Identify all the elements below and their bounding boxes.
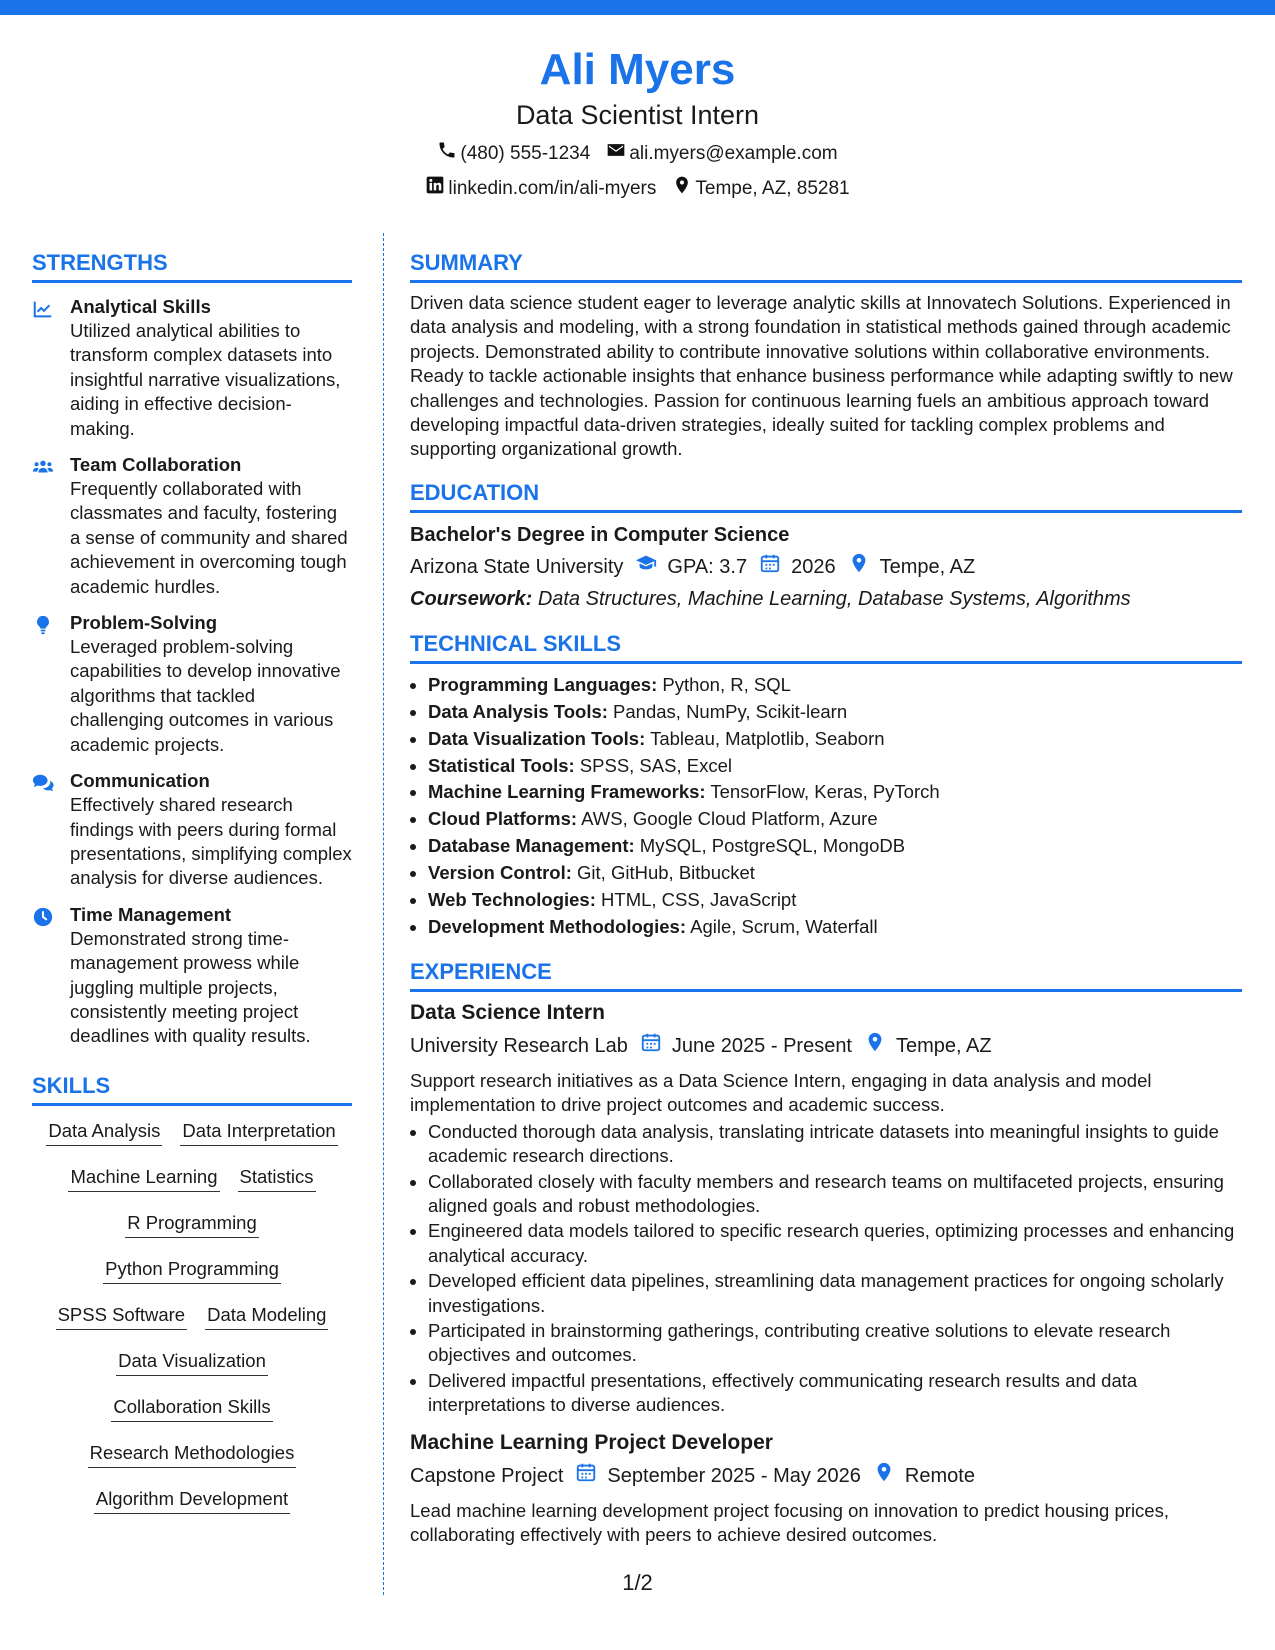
phone-icon bbox=[437, 140, 457, 167]
skill-values: TensorFlow, Keras, PyTorch bbox=[710, 781, 940, 803]
job-title: Data Science Intern bbox=[410, 1000, 605, 1024]
skill-values: MySQL, PostgreSQL, MongoDB bbox=[639, 835, 906, 857]
strength-item bbox=[32, 453, 352, 599]
location-text: Tempe, AZ, 85281 bbox=[695, 177, 850, 199]
skill-category: Development Methodologies: bbox=[428, 916, 686, 937]
skill-category: Cloud Platforms: bbox=[428, 808, 578, 830]
skill-values: Git, GitHub, Bitbucket bbox=[577, 862, 755, 884]
skill-values: Pandas, NumPy, Scikit-learn bbox=[613, 700, 848, 722]
map-pin-icon bbox=[864, 1031, 886, 1061]
job-title: Machine Learning Project Developer bbox=[410, 1430, 773, 1454]
linkedin-text: linkedin.com/in/ali-myers bbox=[448, 177, 657, 199]
skills-heading: SKILLS bbox=[32, 1071, 352, 1106]
calendar-icon bbox=[640, 1031, 662, 1061]
contact-linkedin[interactable] bbox=[425, 175, 656, 202]
skill-values: Tableau, Matplotlib, Seaborn bbox=[650, 727, 885, 749]
list-item: • Developed efficient data pipelines, streamlining data management practices for ongoing scholarly investigations. bbox=[428, 1269, 1242, 1318]
strength-item bbox=[32, 903, 352, 1049]
list-item: • Delivered impactful presentations, effectively communicating research results and data interpretations to diverse audiences. bbox=[428, 1369, 1242, 1418]
job-meta bbox=[410, 1031, 1242, 1061]
skill-category: Statistical Tools: bbox=[428, 754, 575, 776]
skill-chip: Data Modeling bbox=[205, 1302, 328, 1330]
strength-description: Leveraged problem-solving capabilities to develop innovative algorithms that tackled challenging outcomes in various academic projects. bbox=[70, 636, 341, 755]
email-text: ali.myers@example.com bbox=[629, 142, 838, 164]
map-pin-icon bbox=[848, 552, 870, 582]
dates-text: September 2025 - May 2026 bbox=[607, 1464, 861, 1487]
candidate-name: Ali Myers bbox=[539, 45, 736, 94]
list-item: • Collaborated closely with faculty members and research teams on multifaceted projects, ensuring aligned goals and robust methodologies. bbox=[428, 1170, 1242, 1219]
calendar-icon bbox=[759, 552, 781, 582]
organization: Capstone Project bbox=[410, 1464, 564, 1487]
school-name: Arizona State University bbox=[410, 555, 624, 578]
strength-description: Effectively shared research findings with peers during formal presentations, simplifying complex analysis for diverse audiences. bbox=[70, 794, 352, 889]
skill-category: Data Visualization Tools: bbox=[428, 727, 646, 749]
education-location bbox=[848, 552, 976, 582]
strength-description: Demonstrated strong time-management prowess while juggling multiple projects, consistently meeting project deadlines with quality results. bbox=[70, 927, 311, 1047]
skill-category: Programming Languages: bbox=[428, 673, 658, 695]
comments-icon bbox=[32, 769, 70, 891]
skill-category: Web Technologies: bbox=[428, 889, 596, 911]
column-divider bbox=[383, 233, 384, 1595]
job-meta bbox=[410, 1461, 1242, 1491]
list-item bbox=[428, 833, 1242, 860]
summary-text: Driven data science student eager to leverage analytic skills at Innovatech Solutions. Experienced in data analysis and modeling, with a strong foundation in statistical methods gained through academic projects. Demonstrated ability to contribute innovative solutions within collaborative environments. Ready to tackle actionable insights that enhance business performance while adapting swiftly to new challenges and technologies. Passion for continuous learning fuels an ambitious approach toward developing impactful data-driven strategies, ideally suited for tackling complex problems and supporting organizational growth. bbox=[410, 292, 1233, 460]
skill-values: AWS, Google Cloud Platform, Azure bbox=[581, 808, 878, 830]
gpa bbox=[635, 552, 747, 582]
skill-chip: Python Programming bbox=[103, 1256, 281, 1284]
skill-chip: Data Visualization bbox=[116, 1348, 268, 1376]
right-column bbox=[410, 248, 1242, 1547]
list-item bbox=[428, 806, 1242, 833]
list-item: • Engineered data models tailored to specific research queries, optimizing processes and enhancing analytical accuracy. bbox=[428, 1219, 1242, 1268]
chart-line-icon bbox=[32, 295, 70, 441]
skill-chip: Algorithm Development bbox=[94, 1486, 290, 1514]
envelope-icon bbox=[606, 140, 626, 167]
contact-line-1 bbox=[0, 140, 1275, 167]
skill-chip: Statistics bbox=[238, 1164, 316, 1192]
list-item bbox=[428, 914, 1242, 941]
location-text: Remote bbox=[904, 1464, 975, 1487]
location-text: Tempe, AZ bbox=[879, 555, 976, 578]
gpa-text: GPA: 3.7 bbox=[667, 555, 748, 578]
year-text: 2026 bbox=[791, 555, 836, 578]
skill-values: HTML, CSS, JavaScript bbox=[601, 889, 797, 911]
technical-skills-list bbox=[410, 672, 1242, 941]
skill-chip: Data Analysis bbox=[46, 1118, 162, 1146]
technical-skills-section bbox=[410, 629, 1242, 941]
list-item bbox=[428, 779, 1242, 806]
skill-chip: Collaboration Skills bbox=[111, 1394, 272, 1422]
education-meta bbox=[410, 552, 1242, 582]
dates-text: June 2025 - Present bbox=[671, 1034, 852, 1057]
skill-category: Database Management: bbox=[428, 835, 635, 857]
list-item bbox=[428, 860, 1242, 887]
job-location bbox=[873, 1461, 975, 1491]
strength-title: Communication bbox=[70, 770, 210, 792]
skill-chip: Machine Learning bbox=[68, 1164, 219, 1192]
calendar-icon bbox=[575, 1461, 597, 1491]
list-item bbox=[428, 726, 1242, 753]
coursework bbox=[410, 585, 1242, 613]
job-entry bbox=[410, 998, 1242, 1418]
job-description: Support research initiatives as a Data Science Intern, engaging in data analysis and model implementation to drive project outcomes and academic success. bbox=[410, 1069, 1152, 1116]
linkedin-icon bbox=[425, 175, 445, 202]
strength-title: Analytical Skills bbox=[70, 296, 211, 317]
strength-title: Problem-Solving bbox=[70, 612, 217, 634]
strength-item bbox=[32, 611, 352, 757]
skill-values: Python, R, SQL bbox=[662, 673, 791, 695]
map-pin-icon bbox=[672, 175, 692, 202]
candidate-title: Data Scientist Intern bbox=[515, 100, 760, 130]
left-column bbox=[32, 248, 352, 1532]
education-heading: EDUCATION bbox=[410, 478, 1242, 513]
job-location bbox=[864, 1031, 992, 1061]
contact-line-2 bbox=[0, 175, 1275, 202]
job-dates bbox=[640, 1031, 852, 1061]
skill-category: Data Analysis Tools: bbox=[428, 700, 608, 722]
coursework-label: Coursework: bbox=[410, 587, 533, 610]
list-item bbox=[428, 699, 1242, 726]
users-icon bbox=[32, 453, 70, 599]
strengths-heading: STRENGTHS bbox=[32, 248, 352, 283]
list-item bbox=[428, 753, 1242, 780]
top-accent-bar bbox=[0, 0, 1275, 15]
lightbulb-icon bbox=[32, 611, 70, 757]
organization: University Research Lab bbox=[410, 1034, 628, 1057]
job-bullets bbox=[410, 1120, 1242, 1418]
experience-section bbox=[410, 957, 1242, 1548]
list-item: • Conducted thorough data analysis, translating intricate datasets into meaningful insights to guide academic research directions. bbox=[428, 1120, 1242, 1169]
contact-email[interactable] bbox=[606, 140, 837, 167]
skill-values: SPSS, SAS, Excel bbox=[579, 754, 732, 776]
phone-text: (480) 555-1234 bbox=[460, 142, 591, 164]
job-description: Lead machine learning development project focusing on innovation to predict housing prices, collaborating effectively with peers to achieve desired outcomes. bbox=[410, 1499, 1169, 1545]
skill-chip: SPSS Software bbox=[56, 1302, 188, 1330]
job-dates bbox=[575, 1461, 861, 1491]
coursework-list: Data Structures, Machine Learning, Database Systems, Algorithms bbox=[537, 587, 1131, 610]
graduation-cap-icon bbox=[635, 552, 657, 582]
page-number: 1/2 bbox=[622, 1570, 653, 1595]
skill-chip: Research Methodologies bbox=[88, 1440, 297, 1468]
degree-title: Bachelor's Degree in Computer Science bbox=[410, 523, 790, 546]
technical-skills-heading: TECHNICAL SKILLS bbox=[410, 629, 1242, 664]
strength-description: Frequently collaborated with classmates and faculty, fostering a sense of community and shared achievement in overcoming tough academic hurdles. bbox=[70, 478, 348, 597]
strength-description: Utilized analytical abilities to transform complex datasets into insightful narrative visualizations, aiding in effective decision-making. bbox=[70, 320, 341, 439]
list-item bbox=[428, 672, 1242, 699]
list-item bbox=[428, 887, 1242, 914]
skill-category: Version Control: bbox=[428, 862, 572, 884]
graduation-year bbox=[759, 552, 836, 582]
contact-location bbox=[672, 175, 849, 202]
map-pin-icon bbox=[873, 1461, 895, 1491]
education-section bbox=[410, 478, 1242, 613]
list-item: • Participated in brainstorming gatherings, contributing creative solutions to elevate research objectives and outcomes. bbox=[428, 1319, 1242, 1368]
clock-icon bbox=[32, 903, 70, 1049]
location-text: Tempe, AZ bbox=[896, 1034, 992, 1057]
job-entry bbox=[410, 1428, 1242, 1548]
skill-values: Agile, Scrum, Waterfall bbox=[690, 916, 878, 937]
strength-item bbox=[32, 769, 352, 891]
contact-phone[interactable] bbox=[437, 140, 590, 167]
strength-item bbox=[32, 295, 352, 441]
skill-chip: Data Interpretation bbox=[180, 1118, 337, 1146]
resume-header bbox=[0, 42, 1275, 202]
skill-category: Machine Learning Frameworks: bbox=[428, 781, 706, 803]
skill-chip: R Programming bbox=[125, 1210, 259, 1238]
experience-heading: EXPERIENCE bbox=[410, 957, 1242, 992]
strength-title: Time Management bbox=[70, 903, 232, 925]
skills-list bbox=[32, 1118, 352, 1532]
summary-heading: SUMMARY bbox=[410, 248, 1242, 283]
strength-title: Team Collaboration bbox=[70, 454, 242, 476]
